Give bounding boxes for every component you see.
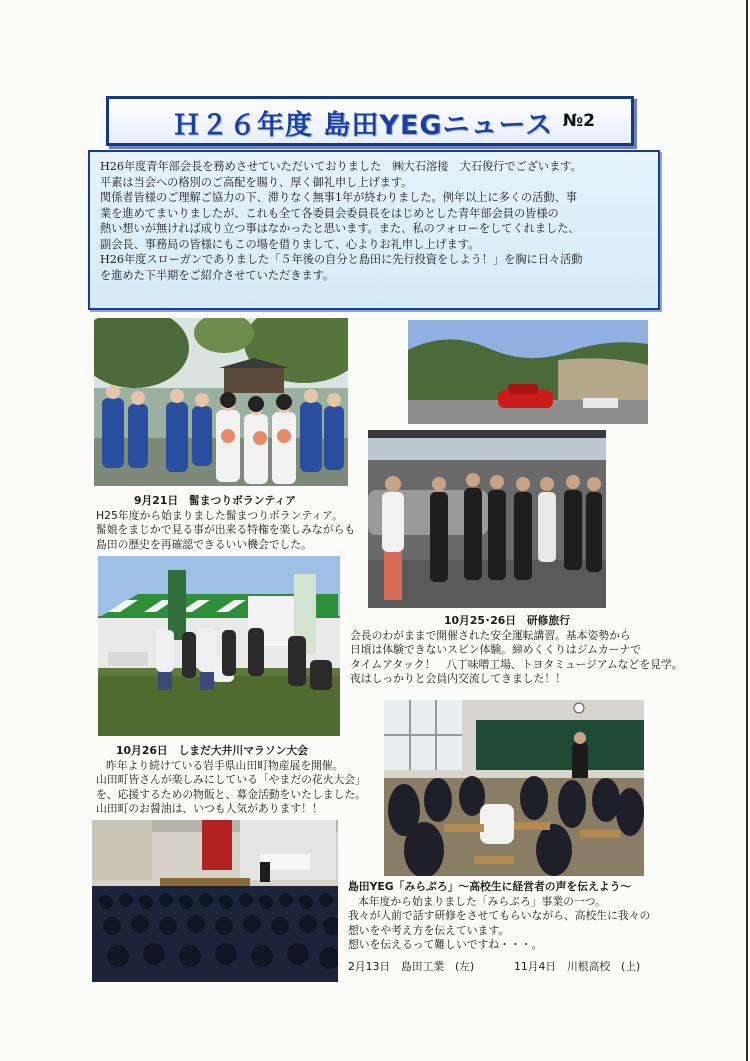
caption-line: 本年度から始まりました「みらぷろ」事業の一つ。 xyxy=(358,894,606,908)
caption-heading: 島田YEG「みらぷろ」～高校生に経営者の声を伝えよう～ xyxy=(348,880,632,893)
caption-line: 会長のわがままで開催された安全運転講習。基本姿勢から xyxy=(350,628,631,642)
intro-line: 関係者皆様のご理解ご協力の下、滞りなく無事1年が終わりました。例年以上に多くの活動、事 xyxy=(100,191,577,204)
caption-line: 想いをや考え方を伝えています。 xyxy=(348,923,510,937)
caption-obi-festival xyxy=(96,494,355,552)
caption-line: 昨年より続けている岩手県山田町物産展を開催。 xyxy=(106,758,344,772)
photo-trip-group xyxy=(368,430,606,608)
caption-line: 想いを伝えるって難しいですね・・・。 xyxy=(348,938,543,951)
intro-message-box xyxy=(88,150,660,310)
photo-note-left: 2月13日 島田工業 (左) xyxy=(348,960,475,973)
intro-line: H26年度青年部会長を務めさせていただいておりました ㈱大石溶接 大石俊行でございます。 xyxy=(100,160,582,173)
caption-heading: 10月26日 しまだ大井川マラソン大会 xyxy=(116,744,309,757)
intro-line: 業を進めてまいりましたが、これも全て各委員会委員長をはじめとした青年部会員の皆様の xyxy=(100,206,559,220)
photo-note-right: 11月4日 川根高校 (上) xyxy=(514,960,641,973)
caption-line: を、応援するための物販と、募金活動をいたしました。 xyxy=(96,787,366,801)
photo-obi-festival xyxy=(94,318,348,486)
caption-line: 山田町のお醤油は、いつも人気があります！！ xyxy=(96,802,323,815)
caption-line: 夜はしっかりと会員内交流してきました！！ xyxy=(350,672,566,685)
photo-driving-course xyxy=(408,320,648,424)
caption-line: H25年度から始まりました髷まつりボランティア。 xyxy=(96,508,343,522)
intro-line: 平素は当会への格別のご高配を賜り、厚く御礼申し上げます。 xyxy=(100,175,413,189)
intro-line: 副会長、事務局の皆様にもこの場を借りまして、心よりお礼申し上げます。 xyxy=(100,237,480,251)
caption-line: 髷娘をまじかで見る事が出来る特権を楽しみながらも xyxy=(96,523,356,536)
caption-line: タイムアタック！ 八丁味噌工場、トヨタミュージアムなどを見学。 xyxy=(350,657,683,671)
caption-study-trip xyxy=(350,614,683,687)
intro-line: 熱い想いが無ければ成り立つ事はなかったと思います。また、私のフォローをしてくれました、 xyxy=(100,222,580,235)
caption-heading: 9月21日 髷まつりボランティア xyxy=(134,494,297,507)
caption-line: 日頃は体験できないスピン体験。締めくくりはジムカーナで xyxy=(350,643,642,656)
caption-mirapuro xyxy=(348,880,650,953)
caption-line: 我々が人前で話す研修をさせてもらいながら、高校生に我々の xyxy=(348,909,651,922)
intro-line: H26年度スローガンでありました「５年後の自分と島田に先行投資をしよう！」を胸に日々活動 xyxy=(100,253,583,266)
photo-classroom-kawane xyxy=(384,700,644,876)
newsletter-title: Ｈ２６年度 島田YEGニュース xyxy=(173,110,554,141)
photo-marathon-booth xyxy=(98,556,340,736)
caption-line: 島田の歴史を再確認できるいい機会でした。 xyxy=(96,537,312,551)
caption-marathon xyxy=(96,744,366,817)
photo-gym-lecture-shimada xyxy=(92,820,338,982)
title-banner xyxy=(106,96,634,146)
caption-heading: 10月25･26日 研修旅行 xyxy=(444,614,571,627)
intro-line: を進めた下半期をご紹介させていただきます。 xyxy=(100,268,335,282)
caption-line: 山田町皆さんが楽しみにしている「やまだの花火大会」 xyxy=(96,773,366,786)
issue-number: №2 xyxy=(562,111,595,131)
page-edge-line xyxy=(746,0,748,1061)
